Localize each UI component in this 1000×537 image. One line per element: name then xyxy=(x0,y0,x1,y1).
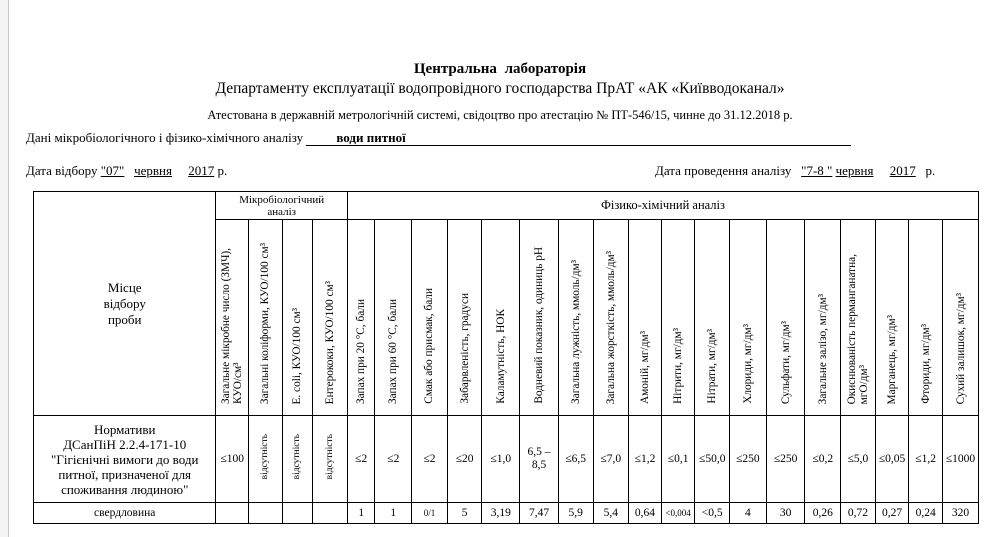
analysis-day: "7-8 " xyxy=(801,163,833,178)
norm-cell: ≤2 xyxy=(412,416,448,503)
sample-cell: 0,72 xyxy=(841,503,876,524)
norm-micro-cell: відсутність xyxy=(313,416,348,503)
sample-micro-cell xyxy=(282,503,313,524)
norm-cell: ≤50,0 xyxy=(695,416,730,503)
norm-micro-cell: ≤100 xyxy=(216,416,249,503)
col-header-taste: Смак або присмак, бали xyxy=(412,220,448,416)
sample-cell: 4 xyxy=(730,503,767,524)
col-header-alkalinity: Загальна лужність, ммоль/дм³ xyxy=(558,220,593,416)
col-header-oxidizability: Окиснюваність перманганатна, мгО/дм³ xyxy=(841,220,876,416)
norm-micro-cell: відсутність xyxy=(249,416,283,503)
norm-cell: ≤1,0 xyxy=(482,416,520,503)
sample-cell: 30 xyxy=(766,503,805,524)
col-header-odor-60: Запах при 60 °С, бали xyxy=(375,220,412,416)
col-header-sulfates: Сульфати, мг/дм³ xyxy=(766,220,805,416)
norm-cell: ≤1,2 xyxy=(629,416,662,503)
sampling-date xyxy=(26,163,227,179)
norm-cell: 6,5 – 8,5 xyxy=(520,416,559,503)
norm-cell: ≤5,0 xyxy=(841,416,876,503)
sample-cell: 0,24 xyxy=(909,503,943,524)
sample-cell: 3,19 xyxy=(482,503,520,524)
sampling-year-suffix: р. xyxy=(217,163,228,178)
norm-cell: ≤250 xyxy=(730,416,767,503)
department-subtitle: Департаменту експлуатації водопровідного господарства ПрАТ «АК «Київводоканал» xyxy=(215,80,785,97)
sample-micro-cell xyxy=(249,503,283,524)
phys-header: Фізико-хімічний аналіз xyxy=(347,192,978,220)
sample-cell: 5,4 xyxy=(593,503,629,524)
col-header-manganese: Марганець, мг/дм³ xyxy=(875,220,909,416)
analysis-year-suffix: р. xyxy=(925,163,936,178)
col-header-odor-20: Запах при 20 °С, бали xyxy=(347,220,375,416)
lab-title: Центральна лабораторія xyxy=(413,61,587,77)
col-header-fluorides: Фториди, мг/дм³ xyxy=(909,220,943,416)
sample-micro-cell xyxy=(216,503,249,524)
col-header-chlorides: Хлориди, мг/дм³ xyxy=(730,220,767,416)
col-header-ecoli: E. coli, КУО/100 см³ xyxy=(282,220,313,416)
norm-cell: ≤2 xyxy=(347,416,375,503)
norm-cell: ≤6,5 xyxy=(558,416,593,503)
col-header-color: Забарвленість, градуси xyxy=(447,220,482,416)
col-header-dry-residue: Сухий залишок, мг/дм³ xyxy=(943,220,979,416)
results-table xyxy=(33,191,979,524)
col-header-iron: Загальне залізо, мг/дм³ xyxy=(805,220,841,416)
place-header: Місце відбору проби xyxy=(34,192,216,416)
norm-cell: ≤0,2 xyxy=(805,416,841,503)
micro-header: Мікробіологічний аналіз xyxy=(216,192,347,220)
table-row-norms xyxy=(34,416,979,503)
norm-cell: ≤0,1 xyxy=(661,416,695,503)
sample-cell: 0,64 xyxy=(629,503,662,524)
col-header-enterococci: Ентерококи, КУО/100 см³ xyxy=(313,220,348,416)
sample-cell: <0,004 xyxy=(661,503,695,524)
analysis-date-label: Дата проведення аналізу xyxy=(655,163,792,178)
sample-cell: 1 xyxy=(375,503,412,524)
analysis-date xyxy=(655,163,935,179)
sample-cell: 0,26 xyxy=(805,503,841,524)
sample-cell: 0/1 xyxy=(412,503,448,524)
sample-cell: 5 xyxy=(447,503,482,524)
norm-cell: ≤1000 xyxy=(943,416,979,503)
norm-micro-cell: відсутність xyxy=(282,416,313,503)
col-header-coliforms: Загальні коліформи, КУО/100 см³ xyxy=(249,220,283,416)
sample-cell: 0,27 xyxy=(875,503,909,524)
table-row-sample xyxy=(34,503,979,524)
analysis-year: 2017 xyxy=(889,163,916,178)
attestation-line: Атестована в державній метрологічній системі, свідоцтво про атестацію № ПТ-546/15, чинне до 31.12.2018 р. xyxy=(207,108,793,122)
analysis-month: червня xyxy=(835,163,874,178)
sample-cell: 5,9 xyxy=(558,503,593,524)
norm-label: Нормативи ДСанПіН 2.2.4-171-10 "Гігієнічні вимоги до води питної, призначеної для споживання людиною" xyxy=(34,416,216,503)
analysis-label: Дані мікробіологічного і фізико-хімічного аналізу xyxy=(26,130,304,145)
sampling-year: 2017 xyxy=(188,163,215,178)
sample-cell: <0,5 xyxy=(695,503,730,524)
norm-cell: ≤7,0 xyxy=(593,416,629,503)
col-header-ph: Водневий показник, одиниць рН xyxy=(520,220,559,416)
norm-cell: ≤1,2 xyxy=(909,416,943,503)
col-header-hardness: Загальна жорсткість, ммоль/дм³ xyxy=(593,220,629,416)
sampling-month: червня xyxy=(134,163,172,178)
sample-cell: 1 xyxy=(347,503,375,524)
sampling-day: "07" xyxy=(100,163,125,178)
norm-cell: ≤0,05 xyxy=(875,416,909,503)
norm-cell: ≤250 xyxy=(766,416,805,503)
analysis-line xyxy=(26,130,851,146)
sample-micro-cell xyxy=(313,503,348,524)
col-header-total-microbial: Загальне мікробне число (ЗМЧ), КУО/см³ xyxy=(216,220,249,416)
sampling-date-label: Дата відбору xyxy=(26,163,98,178)
col-header-ammonium: Амоній, мг/дм³ xyxy=(629,220,662,416)
analysis-value: води питної xyxy=(306,131,851,146)
sample-label: свердловина xyxy=(34,503,216,524)
col-header-turbidity: Каламутність, НОК xyxy=(482,220,520,416)
col-header-nitrites: Нітрити, мг/дм³ xyxy=(661,220,695,416)
norm-cell: ≤20 xyxy=(447,416,482,503)
sample-cell: 7,47 xyxy=(520,503,559,524)
norm-cell: ≤2 xyxy=(375,416,412,503)
col-header-nitrates: Нітрати, мг/дм³ xyxy=(695,220,730,416)
sample-cell: 320 xyxy=(943,503,979,524)
